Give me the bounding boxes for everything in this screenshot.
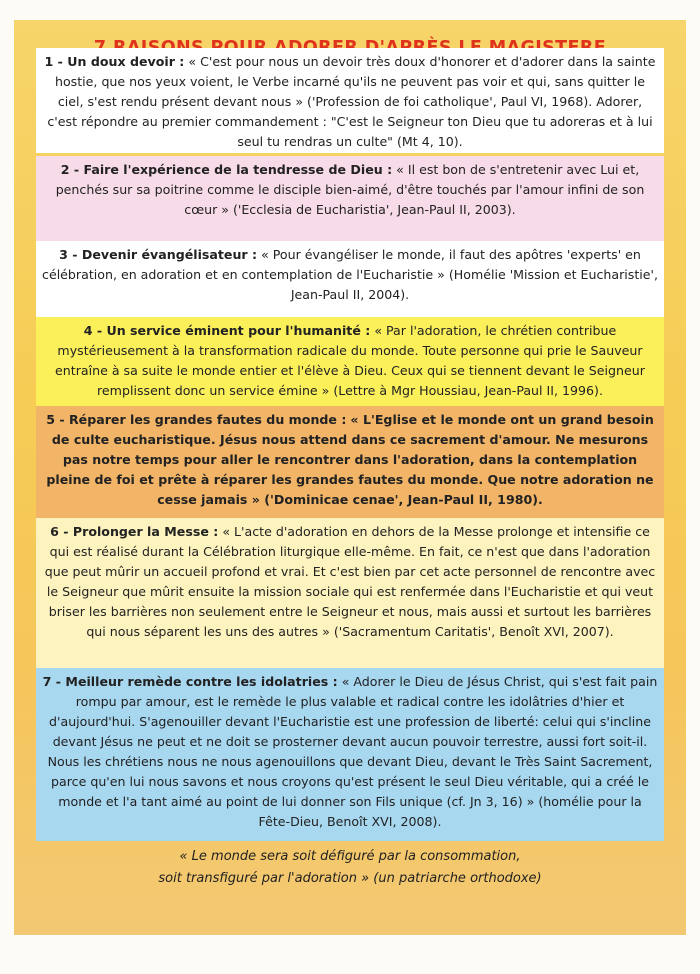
reason-7-text: « Adorer le Dieu de Jésus Christ, qui s'est fait pain rompu par amour, est le remède le plus valable et radical contre les idolâtries d'hier et d'aujourd'hui. S'agenouiller devant l'Eucharistie est une profession de liberté: celui qui s'incline devant Jésus ne peut et ne doit se prosterner devant aucun pouvoir terrestre, aussi fort soit-il. Nous les chrétiens nous ne nous agenouillons que devant Dieu, devant le Très Saint Sacrement, parce qu'en lui nous savons et nous croyons qu'est présent le seul Dieu véritable, qui a créé le monde et l'a tant aimé au point de lui donner son Fils unique (cf. Jn 3, 16) » (homélie pour la Fête-Dieu, Benoît XVI, 2008). [47,674,658,829]
closing-quote-line-1: « Le monde sera soit défiguré par la consommation, [179,849,521,864]
reason-5-heading: 5 - Réparer les grandes fautes du monde : [46,412,347,427]
reason-2-text: « Il est bon de s'entretenir avec Lui et, penchés sur sa poitrine comme le disciple bien-aimé, d'être touchés par l'amour infini de son cœur » ('Ecclesia de Eucharistia', Jean-Paul II, 2003). [55,162,645,217]
closing-quote [36,846,664,890]
closing-quote-line-2: soit transfiguré par l'adoration » (un patriarche orthodoxe) [158,871,542,886]
reason-6-text: « L'acte d'adoration en dehors de la Messe prolonge et intensifie ce qui est réalisé durant la Célébration liturgique elle-même. En fait, ce n'est que dans l'adoration que peut mûrir un accueil profond et vrai. Et c'est bien par cet acte personnel de rencontre avec le Seigneur que mûrit ensuite la mission sociale qui est renfermée dans l'Eucharistie et qui veut briser les barrières non seulement entre le Seigneur et nous, mais aussi et surtout les barrières qui nous séparent les uns des autres » ('Sacramentum Caritatis', Benoît XVI, 2007). [44,524,656,639]
reason-3-heading: 3 - Devenir évangélisateur : [59,247,258,262]
reason-1 [36,48,664,153]
reason-3-text: « Pour évangéliser le monde, il faut des apôtres 'experts' en célébration, en adoration et en contemplation de l'Eucharistie » (Homélie 'Mission et Eucharistie', Jean-Paul II, 2004). [42,247,658,302]
reason-7-heading: 7 - Meilleur remède contre les idolatries : [42,674,338,689]
reason-5-text: « L'Eglise et le monde ont un grand besoin de culte eucharistique. Jésus nous attend dans ce sacrement d'amour. Ne mesurons pas notre temps pour aller le rencontrer dans l'adoration, dans la contemplation pleine de foi et prête à réparer les grandes fautes du monde. Que notre adoration ne cesse jamais » ('Dominicae cenae', Jean-Paul II, 1980). [46,412,654,507]
reason-3 [36,241,664,319]
reason-6-heading: 6 - Prolonger la Messe : [50,524,219,539]
reason-6 [36,518,664,676]
reason-1-text: « C'est pour nous un devoir très doux d'honorer et d'adorer dans la sainte hostie, que nos yeux voient, le Verbe incarné qu'ils ne peuvent pas voir et qui, sans quitter le ciel, s'est rendu présent devant nous » ('Profession de foi catholique', Paul VI, 1968). Adorer, c'est répondre au premier commandement : "C'est le Seigneur ton Dieu que tu adoreras et à lui seul tu rendras un culte" (Mt 4, 10). [47,54,656,149]
reason-5 [36,406,664,524]
reason-1-heading: 1 - Un doux devoir : [44,54,185,69]
reason-4-text: « Par l'adoration, le chrétien contribue mystérieusement à la transformation radicale du monde. Toute personne qui prie le Sauveur entraîne à sa suite le monde entier et l'élève à Dieu. Ceux qui se tiennent devant le Seigneur remplissent donc un service émine » (Lettre à Mgr Houssiau, Jean-Paul II, 1996). [55,323,645,398]
reason-4-heading: 4 - Un service éminent pour l'humanité : [83,323,371,338]
reason-2-heading: 2 - Faire l'expérience de la tendresse de Dieu : [60,162,393,177]
reason-7 [36,668,664,841]
reason-2 [36,156,664,244]
